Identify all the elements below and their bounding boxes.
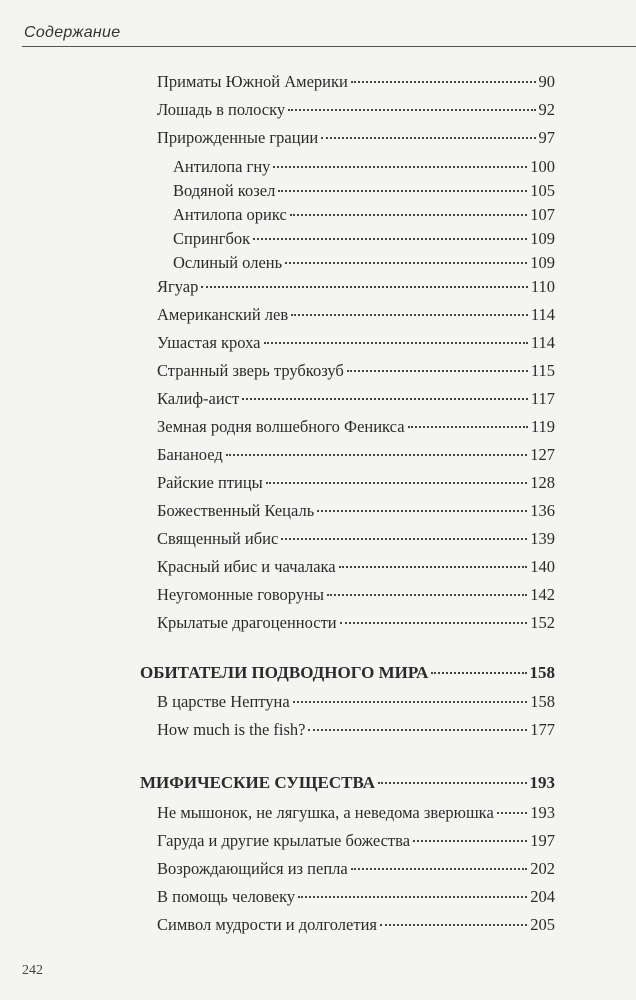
toc-entry-label: Антилопа орикс bbox=[173, 205, 287, 224]
dot-leader bbox=[242, 398, 528, 400]
dot-leader bbox=[281, 538, 527, 540]
toc-entry-label: Райские птицы bbox=[157, 473, 263, 492]
toc-entry-page: 109 bbox=[530, 253, 555, 272]
toc-entry-page: 114 bbox=[530, 333, 555, 352]
toc-entry[interactable] bbox=[157, 305, 555, 327]
toc-entry-page: 202 bbox=[530, 859, 555, 878]
toc-subentry[interactable] bbox=[173, 253, 555, 275]
dot-leader bbox=[273, 166, 527, 168]
toc-entry[interactable] bbox=[157, 613, 555, 635]
toc-entry-label: Приматы Южной Америки bbox=[157, 72, 348, 91]
toc-entry[interactable] bbox=[157, 72, 555, 94]
dot-leader bbox=[290, 214, 527, 216]
toc-entry-label: Гаруда и другие крылатые божества bbox=[157, 831, 411, 850]
dot-leader bbox=[264, 342, 528, 344]
toc-entry-page: 136 bbox=[530, 501, 555, 520]
toc-entry-page: 92 bbox=[538, 100, 555, 119]
toc-entry-page: 90 bbox=[538, 72, 555, 91]
dot-leader bbox=[351, 868, 528, 870]
dot-leader bbox=[285, 262, 527, 264]
dot-leader bbox=[253, 238, 527, 240]
dot-leader bbox=[308, 729, 527, 731]
toc-entry-label: Крылатые драгоценности bbox=[157, 613, 337, 632]
dot-leader bbox=[351, 81, 536, 83]
toc-entry-page: 158 bbox=[530, 692, 555, 711]
toc-entry-label: Американский лев bbox=[157, 305, 289, 324]
toc-entry[interactable] bbox=[157, 389, 555, 411]
toc-entry-label: Ушастая кроха bbox=[157, 333, 261, 352]
dot-leader bbox=[321, 137, 535, 139]
toc-entry[interactable] bbox=[157, 445, 555, 467]
toc-section-heading[interactable] bbox=[140, 773, 555, 795]
toc-entry-label: Антилопа гну bbox=[173, 157, 271, 176]
toc-section-heading[interactable] bbox=[140, 663, 555, 685]
dot-leader bbox=[339, 566, 528, 568]
toc-entry-page: 139 bbox=[530, 529, 555, 548]
toc-entry[interactable] bbox=[157, 803, 555, 825]
toc-entry-label: Ягуар bbox=[157, 277, 199, 296]
dot-leader bbox=[288, 109, 535, 111]
dot-leader bbox=[293, 701, 528, 703]
toc-entry-page: 193 bbox=[529, 773, 555, 792]
toc-entry[interactable] bbox=[157, 915, 555, 937]
toc-entry[interactable] bbox=[157, 585, 555, 607]
page-number: 242 bbox=[22, 963, 43, 978]
toc-entry-label: Неугомонные говоруны bbox=[157, 585, 324, 604]
toc-entry[interactable] bbox=[157, 692, 555, 714]
toc-entry-label: В царстве Нептуна bbox=[157, 692, 290, 711]
dot-leader bbox=[201, 286, 527, 288]
toc-entry-label: Божественный Кецаль bbox=[157, 501, 315, 520]
toc-entry-page: 114 bbox=[530, 305, 555, 324]
toc-entry-label: Священный ибис bbox=[157, 529, 279, 548]
toc-entry-page: 117 bbox=[530, 389, 555, 408]
toc-entry-label: Бананоед bbox=[157, 445, 223, 464]
toc-entry-label: Символ мудрости и долголетия bbox=[157, 915, 377, 934]
toc-section-label: ОБИТАТЕЛИ ПОДВОДНОГО МИРА bbox=[140, 663, 429, 682]
dot-leader bbox=[408, 426, 528, 428]
dot-leader bbox=[266, 482, 528, 484]
toc-entry-label: Прирожденные грации bbox=[157, 128, 319, 147]
toc-entry[interactable] bbox=[157, 831, 555, 853]
dot-leader bbox=[291, 314, 528, 316]
toc-entry-label: Не мышонок, не лягушка, а неведома зверюшка bbox=[157, 803, 494, 822]
dot-leader bbox=[378, 782, 526, 784]
toc-entry[interactable] bbox=[157, 100, 555, 122]
dot-leader bbox=[340, 622, 528, 624]
toc-entry-page: 158 bbox=[529, 663, 555, 682]
toc-entry-page: 127 bbox=[530, 445, 555, 464]
toc-entry[interactable] bbox=[157, 557, 555, 579]
header-rule bbox=[22, 46, 636, 47]
toc-entry-page: 177 bbox=[530, 720, 555, 739]
toc-entry[interactable] bbox=[157, 473, 555, 495]
toc-entry-page: 193 bbox=[530, 803, 555, 822]
toc-subentry[interactable] bbox=[173, 229, 555, 251]
toc-entry-label: Красный ибис и чачалака bbox=[157, 557, 336, 576]
dot-leader bbox=[380, 924, 527, 926]
toc-entry-label: How much is the fish? bbox=[157, 720, 306, 739]
toc-entry[interactable] bbox=[157, 529, 555, 551]
toc-entry-page: 128 bbox=[530, 473, 555, 492]
toc-entry-page: 205 bbox=[530, 915, 555, 934]
toc-entry-label: Земная родня волшебного Феникса bbox=[157, 417, 405, 436]
toc-entry-page: 107 bbox=[530, 205, 555, 224]
toc-subentry[interactable] bbox=[173, 205, 555, 227]
toc-entry-page: 204 bbox=[530, 887, 555, 906]
dot-leader bbox=[226, 454, 528, 456]
toc-entry-label: В помощь человеку bbox=[157, 887, 296, 906]
toc-entry-label: Лошадь в полоску bbox=[157, 100, 286, 119]
toc-entry-page: 119 bbox=[530, 417, 555, 436]
toc-entry-label: Калиф-аист bbox=[157, 389, 240, 408]
dot-leader bbox=[278, 190, 527, 192]
dot-leader bbox=[347, 370, 528, 372]
toc-entry[interactable] bbox=[157, 128, 555, 150]
toc-entry-page: 97 bbox=[538, 128, 555, 147]
toc-entry-page: 100 bbox=[530, 157, 555, 176]
toc-subentry[interactable] bbox=[173, 157, 555, 179]
toc-entry-label: Странный зверь трубкозуб bbox=[157, 361, 344, 380]
toc-entry-page: 197 bbox=[530, 831, 555, 850]
toc-entry-page: 115 bbox=[530, 361, 555, 380]
toc-entry[interactable] bbox=[157, 859, 555, 881]
toc-entry-label: Ослиный олень bbox=[173, 253, 283, 272]
toc-entry-page: 109 bbox=[530, 229, 555, 248]
dot-leader bbox=[431, 672, 526, 674]
dot-leader bbox=[317, 510, 527, 512]
toc-entry-page: 105 bbox=[530, 181, 555, 200]
dot-leader bbox=[298, 896, 527, 898]
toc-entry[interactable] bbox=[157, 501, 555, 523]
toc-entry-page: 142 bbox=[530, 585, 555, 604]
toc-entry-label: Возрождающийся из пепла bbox=[157, 859, 348, 878]
toc-entry[interactable] bbox=[157, 361, 555, 383]
toc-section-label: МИФИЧЕСКИЕ СУЩЕСТВА bbox=[140, 773, 376, 792]
toc-entry[interactable] bbox=[157, 720, 555, 742]
dot-leader bbox=[327, 594, 527, 596]
toc-entry[interactable] bbox=[157, 277, 555, 299]
toc-subentry[interactable] bbox=[173, 181, 555, 203]
dot-leader bbox=[497, 812, 527, 814]
toc-entry[interactable] bbox=[157, 333, 555, 355]
toc-entry[interactable] bbox=[157, 887, 555, 909]
dot-leader bbox=[413, 840, 527, 842]
toc-entry-label: Спрингбок bbox=[173, 229, 251, 248]
toc-entry-page: 110 bbox=[530, 277, 555, 296]
toc-entry-page: 140 bbox=[530, 557, 555, 576]
toc-entry-label: Водяной козел bbox=[173, 181, 276, 200]
header-title: Содержание bbox=[24, 24, 121, 41]
toc-entry-page: 152 bbox=[530, 613, 555, 632]
toc-entry[interactable] bbox=[157, 417, 555, 439]
